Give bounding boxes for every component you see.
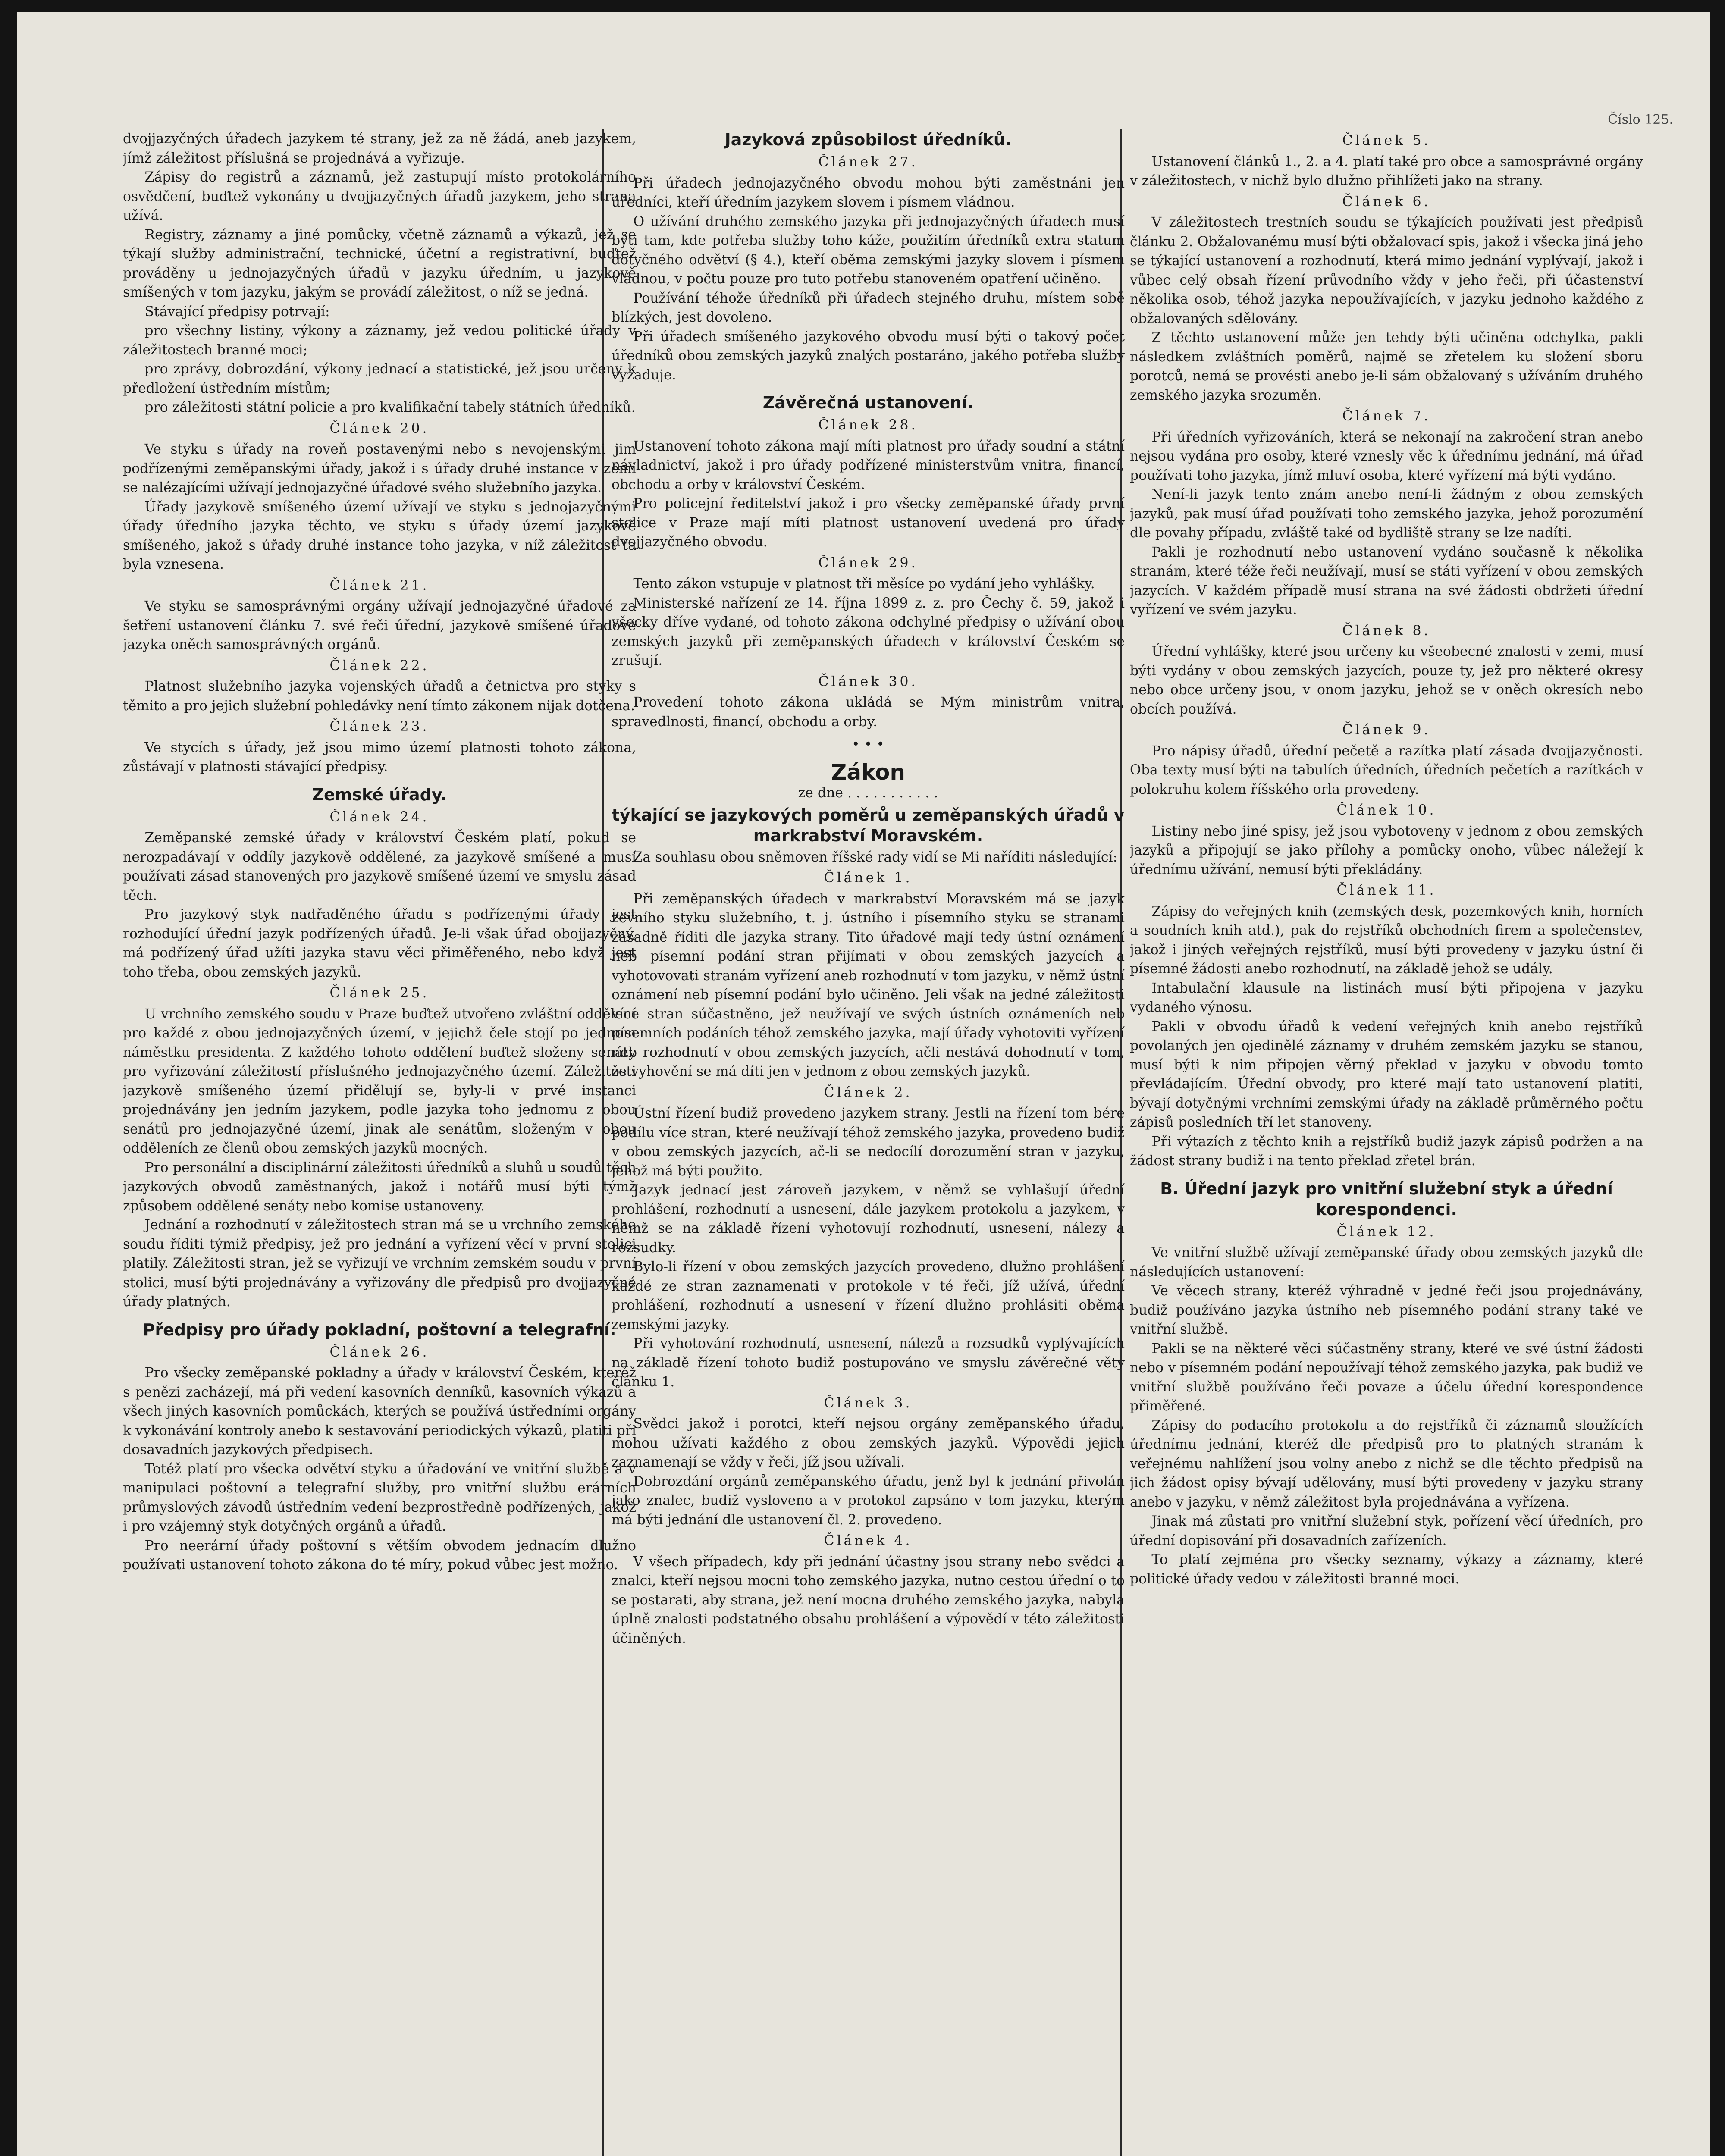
article-heading: Článek 12. — [1336, 1224, 1436, 1240]
paragraph: Ve věcech strany, kteréž výhradně v jedné řeči jsou projednávány, budiž používáno jazyka ústního neb písemného podání strany také ve vnitřní službě. — [1130, 1283, 1643, 1337]
paragraph: Ve styku se samosprávnými orgány užívají jednojazyčné úřadové za šetření ustanovení článku 7. své řeči úřední, jazykově smíšené úřadové jazyka oněch samosprávných orgánů. — [123, 599, 636, 652]
paragraph: Dobrozdání orgánů zeměpanského úřadu, jenž byl k jednání přivolán jako znalec, budiž vysloveno a v protokol zapsáno v tom jazyku, kterým má býti jednání dle ustanovení čl. 2. provedeno. — [612, 1473, 1125, 1528]
article-heading: Článek 27. — [818, 154, 918, 170]
paragraph: Jazyk jednací jest zároveň jazykem, v němž se vyhlašují úřední prohlášení, rozhodnutí a usnesení, dále jazykem protokolu a jazykem, v němž se na základě řízení vyhotovují rozhodnutí, usnesení, nálezy a rozsudky. — [612, 1182, 1125, 1256]
paragraph: V záležitostech trestních soudu se týkajících používati jest předpisů článku 2. Obžalovanému musí býti obžalovací spis, jakož i všecka jiná jeho se týkající ustanovení a rozhodnutí, která mimo jednání vyplývají, jakož i vůbec celý obsah řízení průvodního vždy v jeho řeči, při účastenství několika osob, téhož jazyka nepoužívajících, v jazyku jednoho každého z obžalovaných sdělovány. — [1130, 215, 1643, 326]
article-heading: Článek 20. — [329, 420, 430, 436]
paragraph: Zápisy do registrů a záznamů, jež zastupují místo protokolárního osvědčení, buďtež vykonány u dvojjazyčných úřadů jazykem, jeho strana užívá. — [123, 169, 636, 223]
section-heading: Závěrečná ustanovení. — [762, 393, 974, 412]
paragraph: Registry, záznamy a jiné pomůcky, včetně záznamů a výkazů, jež se týkají služby administrační, technické, účetní a registrativní, buďtež prováděny u jednojazyčných úřadů v jazyku úředním, u jazykově smíšených v tom jazyku, jakým se provádí záležitost, o níž se jedná. — [123, 227, 636, 300]
article-heading: Článek 4. — [824, 1533, 913, 1548]
section-heading: Jazyková způsobilost úředníků. — [724, 130, 1012, 149]
law-subtitle: týkající se jazykových poměrů u zeměpanských úřadů v markrabství Moravském. — [612, 805, 1125, 845]
paragraph: Ustanovení článků 1., 2. a 4. platí také pro obce a samosprávné orgány v záležitostech, v nichž bylo dlužno přihlížeti jako na strany. — [1130, 154, 1643, 188]
paragraph: U vrchního zemského soudu v Praze buďtež utvořeno zvláštní oddělení pro každé z obou jednojazyčných území, v jejichž čele stojí po jednom náměstku presidenta. Z každého tohoto oddělení buďtež složeny senáty pro vyřizování záležitostí příslušného jednojazyčného území. Záležitosti jazykově smíšeného území přidělují se, byly-li v prvé instanci projednávány jen jedním jazykem, podle jazyka toho jednomu z obou senátů pro jednojazyčné území, jinak ale senátům, složeným v obou odděleních ze členů obou zemských jazyků mocných. — [123, 1006, 636, 1156]
paragraph: Ve styku s úřady na roveň postavenými nebo s nevojenskými jim podřízenými zeměpanskými úřady, jakož i s úřady druhé instance v zemi se nalézajícími užívají jednojazyčné úřadové svého služebního jazyka. — [123, 442, 636, 495]
paragraph: Při úředních vyřizováních, která se nekonají na zakročení stran anebo nejsou vydána pro osoby, které vznesly věc k úřednímu jednání, má úřad používati toho jazyka, jímž mluví osoba, které vyřízení má býti vydáno. — [1130, 429, 1643, 483]
paragraph: Zápisy do podacího protokolu a do rejstříků či záznamů sloužících úřednímu jednání, kteréž dle předpisů pro to platných stranám k veřejnému nahlížení jsou volny anebo z nichž se dle těchto předpisů na jich žádost opisy bývají udělovány, musí býti provedeny v jazyku strany anebo v jazyku, v němž záležitost byla projednávána a vyřízena. — [1130, 1417, 1643, 1510]
paragraph: V všech případech, kdy při jednání účastny jsou strany nebo svědci a znalci, kteří nejsou mocni toho zemského jazyka, nutno cestou úřední o to se postarati, aby strana, jež není mocna druhého zemského jazyka, nabyla úplně znalosti podstatného obsahu prohlášení a výpovědí v této záležitosti účiněných. — [612, 1554, 1125, 1646]
law-title: Zákon — [831, 759, 905, 785]
article-heading: Článek 6. — [1342, 194, 1431, 210]
paragraph: Není-li jazyk tento znám anebo není-li žádným z obou zemských jazyků, pak musí úřad používati toho zemského jazyka, jehož porozumění dle povahy případu, zvláště také od bydliště strany se lze nadíti. — [1130, 487, 1643, 541]
paragraph: Zeměpanské zemské úřady v království Českém platí, pokud se nerozpadávají v oddíly jazykově oddělené, za jazykově smíšené a musí používati zásad stanovených pro jazykově smíšené území ve smyslu zásad těch. — [123, 830, 636, 903]
paragraph: Z těchto ustanovení může jen tehdy býti učiněna odchylka, pakli následkem zvláštních poměrů, najmě se zřetelem ku složení sboru porotců, nemá se provésti anebo je-li sám obžalovaný s užíváním druhého zemského jazyka srozuměn. — [1130, 330, 1643, 403]
article-heading: Článek 3. — [824, 1395, 913, 1411]
article-heading: Článek 7. — [1342, 408, 1431, 424]
paragraph: Zápisy do veřejných knih (zemských desk, pozemkových knih, horních a soudních knih atd.), pak do rejstříků obchodních firem a společenstev, jakož i jiných veřejných rejstříků, musí býti provedeny v jazyku ústní či písemné žádosti anebo rozhodnutí, na základě jehož se udály. — [1130, 903, 1643, 977]
paragraph: Tento zákon vstupuje v platnost tři měsíce po vydání jeho vyhlášky. — [633, 576, 1095, 592]
article-heading: Článek 25. — [329, 985, 430, 1001]
paragraph: Pro personální a disciplinární záležitosti úředníků a sluhů u soudů těch jazykových obvodů zaměstnaných, jakož i notářů musí býti týmž způsobem oddělené senáty nebo komise ustanoveny. — [123, 1159, 636, 1214]
paragraph: Používání téhože úředníků při úřadech stejného druhu, místem sobě blízkých, jest dovoleno. — [612, 290, 1125, 325]
article-heading: Článek 24. — [329, 809, 430, 825]
article-heading: Článek 1. — [824, 870, 913, 886]
section-heading: B. Úřední jazyk pro vnitřní služební styk a úřední korespondenci. — [1160, 1179, 1613, 1219]
article-heading: Článek 21. — [329, 577, 430, 593]
article-heading: Článek 22. — [329, 658, 430, 674]
paragraph: Ustanovení tohoto zákona mají míti platnost pro úřady soudní a státní návladnictví, jakož i pro úřady podřízené ministerstvům vnitra, financí, obchodu a orby v království Českém. — [612, 438, 1125, 492]
article-heading: Článek 29. — [818, 555, 918, 571]
article-heading: Článek 11. — [1336, 883, 1436, 898]
paragraph: Intabulační klausule na listinách musí býti připojena v jazyku vydaného výnosu. — [1130, 980, 1643, 1015]
law-date: ze dne . . . . . . . . . . . — [798, 785, 938, 801]
paragraph: Bylo-li řízení v obou zemských jazycích provedeno, dlužno prohlášení každé ze stran zaznamenati v protokole v té řeči, jíž užívá, úřední prohlášení, rozhodnutí a usnesení v řízení dlužno prohlásiti oběma zemskými jazyky. — [612, 1259, 1125, 1332]
paragraph: Pro neerární úřady poštovní s větším obvodem jednacím dlužno používati ustanovení tohoto zákona do té míry, pokud vůbec jest možno. — [123, 1538, 636, 1573]
article-heading: Článek 23. — [329, 719, 430, 734]
paragraph: Za souhlasu obou sněmoven říšské rady vidí se Mi naříditi následující: — [633, 849, 1118, 865]
paragraph: Listiny nebo jiné spisy, jež jsou vybotoveny v jednom z obou zemských jazyků a připojují se jako přílohy a pomůcky onoho, vůbec náležejí k úřednímu užívání, nemusí býti překládány. — [1130, 823, 1643, 877]
paragraph: Při výtazích z těchto knih a rejstříků budiž jazyk zápisů podržen a na žádost strany budiž i na tento překlad zřetel brán. — [1130, 1134, 1643, 1169]
article-heading: Článek 30. — [818, 674, 918, 689]
paragraph: Úřady jazykově smíšeného území užívají ve styku s jednojazyčnými úřady úředního jazyka těchto, ve styku s úřady území jazykově smíšeného, jakož s úřady druhé instance toho jazyka, v níž záležitost ta byla vznesena. — [123, 499, 636, 572]
paragraph: Svědci jakož i porotci, kteří nejsou orgány zeměpanského úřadu, mohou užívati každého z obou zemských jazyků. Výpovědi jejich zaznamenají se vždy v řeči, jíž jsou užívali. — [612, 1416, 1125, 1470]
paragraph: Totéž platí pro všecka odvětví styku a úřadování ve vnitřní službě a v manipulaci poštovní a telegrafní služby, pro vnitřní službu erárních průmyslových závodů ústředním vedení bezprostředně podřízených, jakož i pro vzájemný styk dotyčných orgánů a úřadů. — [123, 1461, 636, 1534]
paragraph: Při úřadech smíšeného jazykového obvodu musí býti o takový počet úředníků obou zemských jazyků znalých postaráno, jakého potřeba služby vyžaduje. — [612, 329, 1125, 383]
article-heading: Článek 5. — [1342, 133, 1431, 148]
article-heading: Článek 26. — [329, 1344, 430, 1360]
paragraph: Pro policejní ředitelství jakož i pro všecky zeměpanské úřady první stolice v Praze mají míti platnost ustanovení uvedená pro úřady dvojjazyčného obvodu. — [612, 496, 1125, 550]
paragraph: Pakli je rozhodnutí nebo ustanovení vydáno současně k několika stranám, které téže řeči neužívají, musí se státi vyřízení v obou zemských jazycích. V každém případě musí strana na své žádosti obdržeti úřední vyřízení ve svém jazyku. — [1130, 544, 1643, 617]
section-heading: Předpisy pro úřady pokladní, poštovní a telegrafní. — [143, 1320, 616, 1339]
paragraph: Stávající předpisy potrvají: — [144, 304, 330, 320]
paragraph: pro zprávy, dobrozdání, výkony jednací a statistické, jež jsou určeny k předložení ústředním místům; — [123, 361, 636, 396]
paragraph: Ve vnitřní službě užívají zeměpanské úřady obou zemských jazyků dle následujících ustanovení: — [1130, 1245, 1643, 1280]
paragraph: Úřední vyhlášky, které jsou určeny ku všeobecné znalosti v zemi, musí býti vydány v obou zemských jazycích, pouze ty, jež pro některé okresy nebo obce určeny jsou, v onom jazyku, jehož se v oněch okresích nebo obcích používá. — [1130, 644, 1643, 717]
paragraph: To platí zejména pro všecky seznamy, výkazy a záznamy, které politické úřady vedou v záležitosti branné moci. — [1130, 1552, 1643, 1587]
column-2 — [612, 129, 1125, 2156]
paragraph: pro záležitosti státní policie a pro kvalifikační tabely státních úředníků. — [144, 400, 636, 415]
paragraph: Ve stycích s úřady, jež jsou mimo území platnosti tohoto zákona, zůstávají v platnosti stávající předpisy. — [123, 740, 636, 774]
paragraph: Platnost služebního jazyka vojenských úřadů a četnictva pro styky s těmito a pro jejich služební pohledávky není tímto zákonem nijak dotčena. — [123, 679, 636, 714]
paragraph: Pro jazykový styk nadřaděného úřadu s podřízenými úřady jest rozhodující úřední jazyk podřízených úřadů. Je-li však úřad obojjazyčný, má podřízený úřad užíti jazyka stavu věci přiměřeného, nebo když jest toho třeba, obou zemských jazyků. — [123, 907, 636, 980]
article-heading: Článek 10. — [1336, 802, 1436, 818]
paragraph: dvojjazyčných úřadech jazykem té strany, jež za ně žádá, aneb jazykem, jímž záležitost příslušná se projednává a vyřizuje. — [123, 131, 636, 166]
paragraph: Ústní řízení budiž provedeno jazykem strany. Jestli na řízení tom bére podílu více stran, které neužívají téhož zemského jazyka, provedeno budiž v obou zemských jazycích, ač-li se nedocílí dorozumění stran v jazyku, jehož má býti použito. — [612, 1106, 1125, 1179]
paragraph: Pro nápisy úřadů, úřední pečetě a razítka platí zásada dvojjazyčnosti. Oba texty musí býti na tabulích úředních, úředních pečetích a razítkách v polokruhu kolem říšského orla provedeny. — [1130, 743, 1643, 797]
paragraph: Při zeměpanských úřadech v markrabství Moravském má se jazyk zevního styku služebního, t. j. ústního i písemního styku se stranami zásadně říditi dle jazyka strany. Tito úřadové mají tedy ústní oznámení neb písemní podání stran přijímati v obou zemských jazycích a vyhotovovati stranám vyřízení aneb rozhodnutí v tom jazyku, v němž ústní oznámení neb písemní podání bylo učiněno. Jeli však na jedné záležitosti více stran súčastněno, jež neužívají ve svých ústních oznámeních neb písemních podáních téhož zemského jazyka, mají úřady vyhotoviti vyřízení neb rozhodnutí v obou zemských jazycích, ačli nestává dohodnutí v tom, že vyhovění se má díti jen v jednom z obou zemských jazyků. — [612, 891, 1125, 1079]
article-heading: Článek 9. — [1342, 722, 1431, 738]
paragraph: Jednání a rozhodnutí v záležitostech stran má se u vrchního zemského soudu říditi týmiž předpisy, jež pro jednání a vyřízení věcí v první stolici platily. Záležitosti stran, jež se vyřizují ve vrchním zemském soudu v první stolici, musí býti projednávány a vyřizovány dle předpisů pro dvojjazyčné úřady platných. — [123, 1217, 636, 1310]
scan-border-top — [0, 0, 1725, 12]
column-1 — [123, 129, 636, 2156]
article-heading: Článek 28. — [818, 417, 918, 433]
paragraph: Při vyhotování rozhodnutí, usnesení, nálezů a rozsudků vyplývajících na základě řízení tohoto budiž postupováno ve smyslu závěrečné věty článku 1. — [612, 1336, 1125, 1390]
column-3 — [1130, 129, 1643, 2156]
paragraph: pro všechny listiny, výkony a záznamy, jež vedou politické úřady v záležitostech branné moci; — [123, 323, 636, 358]
paragraph: Pro všecky zeměpanské pokladny a úřady v království Českém, kteréž s penězi zacházejí, má při vedení kasovních denníků, kasovních výkazů a všech jiných kasovních pomůckách, kterých se používá ústředními orgány k vykonávání kontroly anebo k sestavování periodických výkazů, platiti při dosavadních jazykových předpisech. — [123, 1365, 636, 1457]
separator: • • • — [852, 736, 884, 752]
issue-number: Číslo 125. — [1608, 112, 1673, 127]
paragraph: Při úřadech jednojazyčného obvodu mohou býti zaměstnáni jen úředníci, kteří úředním jazykem slovem i písmem vládnou. — [612, 175, 1125, 210]
scan-border-left — [0, 0, 17, 2156]
paragraph: Pakli v obvodu úřadů k vedení veřejných knih anebo rejstříků povolaných jen ojedinělé záznamy v druhém zemském jazyku se stanou, musí býti k nim připojen věrný překlad v jazyku v obvodu tomto převládajícím. Úřední obvody, pro které mají tato ustanovení platiti, bývají dotyčnými vrchními zemskými úřady na základě průměrného počtu zápisů posledních tří let stanoveny. — [1130, 1018, 1643, 1130]
paragraph: Pakli se na některé věci súčastněny strany, které ve své ústní žádosti nebo v písemném podání nepoužívají téhož zemského jazyka, pak budiž ve vnitřní službě používáno řeči povaze a účelu úřední korespondence přiměřené. — [1130, 1341, 1643, 1414]
paragraph: O užívání druhého zemského jazyka při jednojazyčných úřadech musí býti tam, kde potřeba služby toho káže, použitím úředníků extra statum dotyčného odvětví (§ 4.), kteří oběma zemskými jazyky slovem i písmem vládnou, v počtu pouze pro tuto potřebu stanoveném opatření učiněno. — [612, 213, 1125, 287]
paragraph: Jinak má zůstati pro vnitřní služební styk, pořízení věcí úředních, pro úřední dopisování při dosavadních zařízeních. — [1130, 1514, 1643, 1548]
section-heading: Zemské úřady. — [312, 785, 447, 804]
article-heading: Článek 8. — [1342, 623, 1431, 639]
scan-border-right — [1710, 0, 1725, 2156]
article-heading: Článek 2. — [824, 1084, 913, 1100]
paragraph: Ministerské nařízení ze 14. října 1899 z. z. pro Čechy č. 59, jakož i všecky dříve vydané, od tohoto zákona odchylné předpisy o užívání obou zemských jazyků při zeměpanských úřadech v království Českém se zrušují. — [612, 595, 1125, 668]
paragraph: Provedení tohoto zákona ukládá se Mým ministrům vnitra, spravedlnosti, financí, obchodu a orby. — [612, 695, 1125, 730]
